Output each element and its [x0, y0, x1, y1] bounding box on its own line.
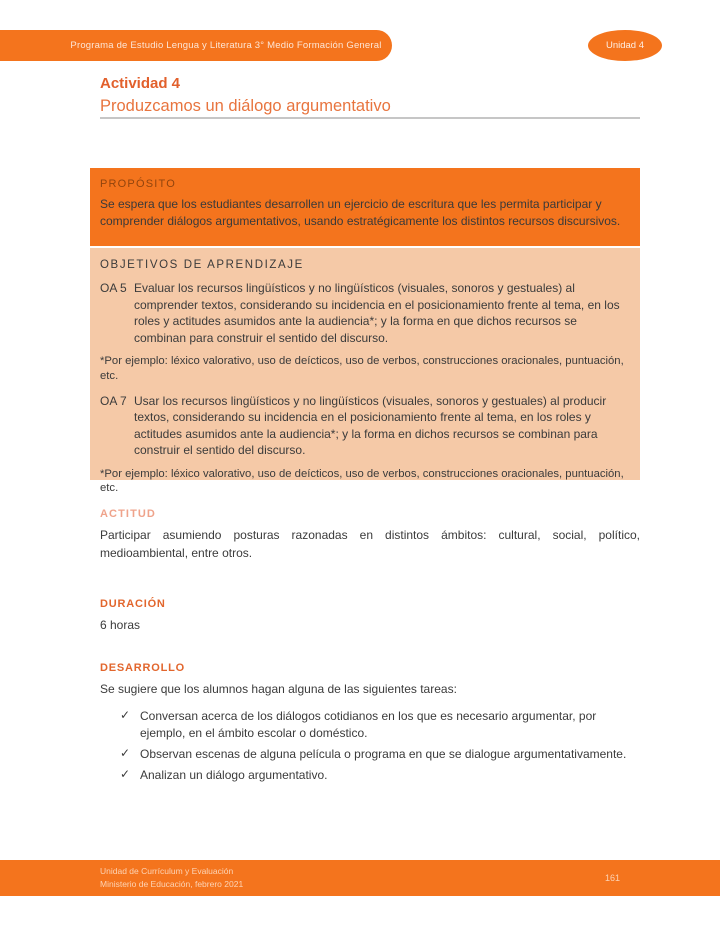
- unit-badge-label: Unidad 4: [605, 40, 645, 51]
- checkmark-icon: ✓: [120, 767, 131, 782]
- desarrollo-intro: Se sugiere que los alumnos hagan alguna de las siguientes tareas:: [100, 682, 457, 696]
- actitud-body: Participar asumiendo posturas razonadas en distintos ámbitos: cultural, social, político, medioambiental, entre otros.: [100, 528, 640, 560]
- section-actitud: [100, 508, 640, 562]
- footer-line1: Unidad de Currículum y Evaluación: [100, 866, 234, 877]
- task-text: Conversan acerca de los diálogos cotidianos en los que es necesario argumentar, por ejemplo, en el ámbito escolar o doméstico.: [140, 709, 597, 741]
- program-header-label: Programa de Estudio Lengua y Literatura 3° Medio Formación General: [70, 40, 382, 51]
- oa-item-5: [100, 280, 628, 346]
- proposito-box: [90, 168, 640, 246]
- oa-code: OA 7: [100, 393, 127, 408]
- proposito-body: Se espera que los estudiantes desarrollen un ejercicio de escritura que les permita participar y comprender diálogos argumentativos, usando estratégicamente los distintos recursos discursivos.: [100, 197, 621, 228]
- objetivos-heading: OBJETIVOS DE APRENDIZAJE: [100, 259, 304, 271]
- program-header-bar: [0, 30, 392, 61]
- section-duracion: [100, 598, 640, 634]
- section-desarrollo: [100, 662, 640, 788]
- actitud-heading: ACTITUD: [100, 508, 156, 520]
- task-text: Analizan un diálogo argumentativo.: [140, 768, 328, 783]
- oa-text: Evaluar los recursos lingüísticos y no lingüísticos (visuales, sonoros y gestuales) al comprender textos, considerando su incidencia en el posicionamiento frente al tema, en los roles y actitudes asumidos ante la audiencia*; y la forma en que dichos recursos se combinan para construir el sentido del discurso.: [134, 281, 620, 345]
- checkmark-icon: ✓: [120, 746, 131, 761]
- proposito-heading: PROPÓSITO: [100, 178, 176, 190]
- activity-subtitle: Produzcamos un diálogo argumentativo: [100, 96, 391, 115]
- objetivos-box: [90, 248, 640, 495]
- checkmark-icon: ✓: [120, 708, 131, 722]
- list-item: [100, 746, 640, 763]
- footer-line2: Ministerio de Educación, febrero 2021: [100, 879, 244, 889]
- oa-footnote: *Por ejemplo: léxico valorativo, uso de deícticos, uso de verbos, construcciones oracionales, puntuación, etc.: [100, 467, 624, 495]
- task-list: [100, 708, 640, 784]
- title-divider: [100, 117, 640, 119]
- activity-title: Actividad 4: [100, 75, 181, 92]
- oa-text: Usar los recursos lingüísticos y no lingüísticos (visuales, sonoros y gestuales) al producir textos, considerando su incidencia en el posicionamiento frente al tema, en los roles y actitudes asumidos ante la audiencia*; y la forma en dichos recursos se combinan para construir el sentido del discurso.: [134, 393, 607, 458]
- list-item: [100, 708, 640, 742]
- duracion-heading: DURACIÓN: [100, 598, 166, 610]
- list-item: [100, 767, 640, 784]
- unit-badge: [588, 30, 662, 61]
- oa-code: OA 5: [100, 281, 127, 295]
- task-text: Observan escenas de alguna película o programa en que se dialogue argumentativamente.: [140, 747, 627, 762]
- oa-footnote: *Por ejemplo: léxico valorativo, uso de deícticos, uso de verbos, construcciones oracionales, puntuación, etc.: [100, 355, 624, 382]
- desarrollo-heading: DESARROLLO: [100, 662, 185, 674]
- footer-credits: [100, 865, 243, 891]
- page-number: 161: [604, 873, 620, 883]
- title-block: [100, 74, 640, 117]
- duracion-body: 6 horas: [100, 618, 141, 632]
- page-footer-bar: [0, 860, 720, 896]
- oa-item-7: [100, 393, 628, 459]
